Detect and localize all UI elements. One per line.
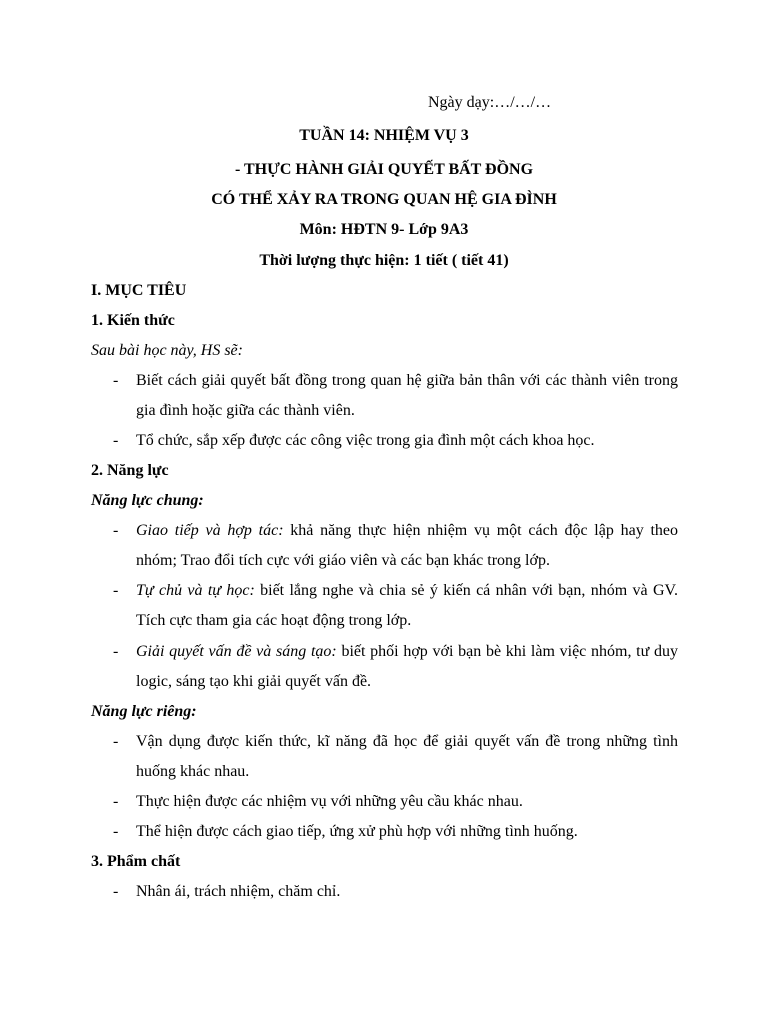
list-bullet: -: [113, 793, 119, 810]
list-item: [91, 366, 678, 426]
item-body: biết phối hợp với bạn bè khi làm việc nhóm, tư duy logic, sáng tạo khi giải quyết vấn đề.: [136, 643, 678, 690]
item-lead: Giải quyết vấn đề và sáng tạo:: [136, 643, 337, 660]
qualities-heading: 3. Phẩm chất: [91, 853, 181, 870]
list-bullet: -: [113, 522, 119, 539]
list-bullet: -: [113, 432, 119, 449]
item-body: khả năng thực hiện nhiệm vụ một cách độc lập hay theo nhóm; Trao đổi tích cực với giáo viên và các bạn khác trong lớp.: [136, 522, 678, 569]
list-item-text: [136, 576, 678, 636]
specific-competence-heading: Năng lực riêng:: [91, 703, 197, 720]
competence-heading: 2. Năng lực: [91, 462, 169, 479]
subject-line: Môn: HĐTN 9- Lớp 9A3: [299, 221, 469, 238]
knowledge-intro: Sau bài học này, HS sẽ:: [91, 342, 243, 359]
list-item-text: Biết cách giải quyết bất đồng trong quan hệ giữa bản thân với các thành viên trong gia đình hoặc giữa các thành viên.: [136, 372, 678, 419]
list-bullet: -: [113, 582, 119, 599]
teaching-date: Ngày dạy:…/…/…: [428, 94, 552, 111]
item-lead: Tự chủ và tự học:: [136, 582, 255, 599]
list-item: [91, 787, 678, 817]
general-competence-heading: Năng lực chung:: [91, 492, 204, 509]
duration-line: Thời lượng thực hiện: 1 tiết ( tiết 41): [259, 252, 509, 269]
list-item-text: Tổ chức, sắp xếp được các công việc trong gia đình một cách khoa học.: [136, 432, 595, 449]
topic-title-line-2: CÓ THỂ XẢY RA TRONG QUAN HỆ GIA ĐÌNH: [211, 191, 557, 208]
list-item-text: [136, 516, 678, 576]
list-bullet: -: [113, 733, 119, 750]
topic-title-line-1: - THỰC HÀNH GIẢI QUYẾT BẤT ĐỒNG: [234, 161, 534, 178]
list-item-text: Nhân ái, trách nhiệm, chăm chỉ.: [136, 883, 341, 900]
list-item-text: [136, 637, 678, 697]
list-item: [91, 576, 678, 636]
list-item: [91, 516, 678, 576]
list-item-text: Thể hiện được cách giao tiếp, ứng xử phù hợp với những tình huống.: [136, 823, 578, 840]
list-item: [91, 637, 678, 697]
list-item: [91, 426, 678, 456]
list-item-text: Thực hiện được các nhiệm vụ với những yêu cầu khác nhau.: [136, 793, 523, 810]
list-bullet: -: [113, 883, 119, 900]
list-item-text: Vận dụng được kiến thức, kĩ năng đã học để giải quyết vấn đề trong những tình huống khác nhau.: [136, 733, 678, 780]
list-bullet: -: [113, 643, 119, 660]
item-lead: Giao tiếp và hợp tác:: [136, 522, 284, 539]
item-body: biết lắng nghe và chia sẻ ý kiến cá nhân với bạn, nhóm và GV. Tích cực tham gia các hoạt động trong lớp.: [136, 582, 678, 629]
section-objectives-heading: I. MỤC TIÊU: [91, 282, 187, 299]
list-item: [91, 727, 678, 787]
list-bullet: -: [113, 823, 119, 840]
week-title: TUẦN 14: NHIỆM VỤ 3: [299, 127, 469, 144]
list-item: [91, 877, 678, 907]
list-bullet: -: [113, 372, 119, 389]
list-item: [91, 817, 678, 847]
knowledge-heading: 1. Kiến thức: [91, 312, 175, 329]
